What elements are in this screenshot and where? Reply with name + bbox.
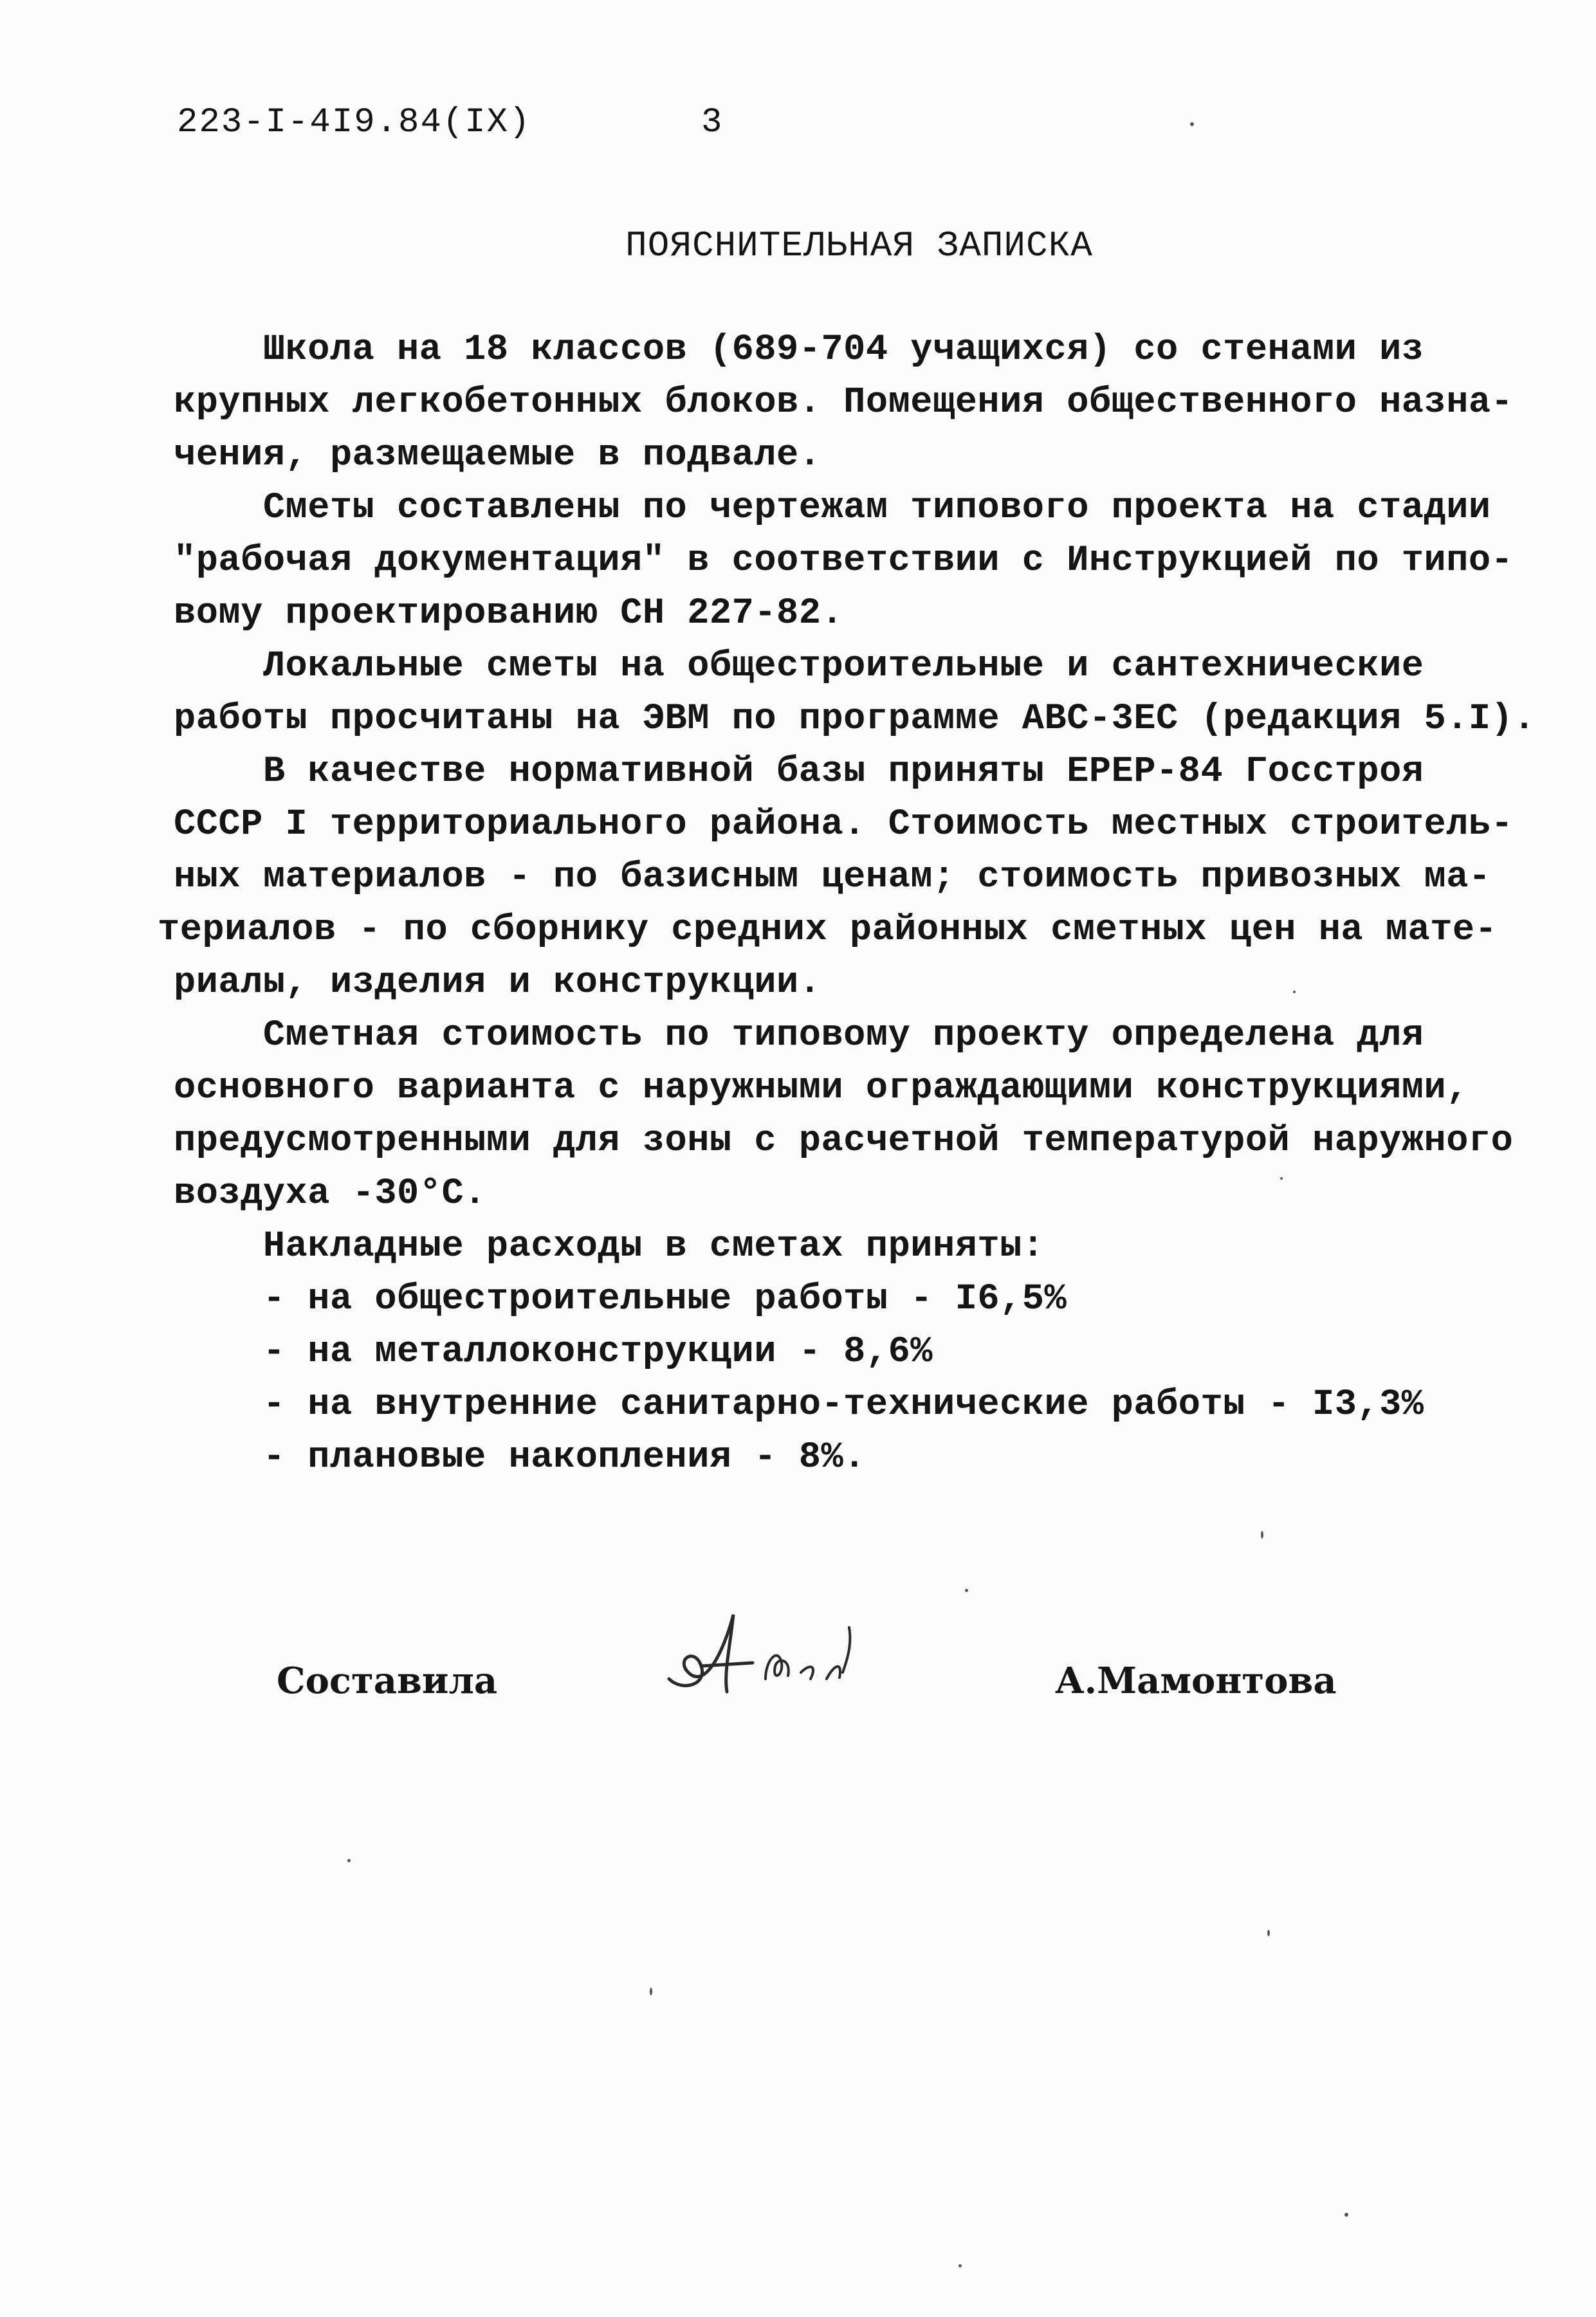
scan-speck [1267,1930,1270,1936]
signature-image [656,1602,888,1711]
scan-speck [959,2264,962,2267]
body-line: СССР I территориального района. Стоимость местных строитель- [174,804,1514,845]
scan-speck [965,1589,968,1592]
body-line: - плановые накопления - 8%. [174,1437,866,1478]
body-line: воздуха -30°С. [174,1173,486,1214]
scan-speck [1261,1531,1263,1539]
scan-speck [1280,1177,1283,1180]
body-line: - на общестроительные работы - I6,5% [174,1279,1067,1320]
body-line: работы просчитаны на ЭВМ по программе АВС-3ЕС (редакция 5.I). [174,699,1536,740]
scan-speck [1293,991,1296,993]
document-code: 223-I-4I9.84(IX) [177,103,531,142]
scan-speck [650,1988,652,1995]
scan-speck [1190,122,1194,126]
body-line: основного варианта с наружными ограждающими конструкциями, [174,1068,1469,1109]
body-line: чения, размещаемые в подвале. [174,435,821,476]
body-line: крупных легкобетонных блоков. Помещения общественного назна- [174,382,1514,423]
body-line: риалы, изделия и конструкции. [174,962,821,1003]
body-line: Накладные расходы в сметах приняты: [174,1226,1045,1267]
body-line: Школа на 18 классов (689-704 учащихся) со стенами из [174,329,1424,371]
compiled-by-label: Составила [277,1660,498,1702]
body-line: Сметная стоимость по типовому проекту определена для [174,1015,1424,1056]
scan-speck [1344,2213,1348,2217]
body-line: - на внутренние санитарно-технические работы - I3,3% [174,1384,1424,1425]
body-line: - на металлоконструкции - 8,6% [174,1332,933,1373]
body-line: териалов - по сборнику средних районных сметных цен на мате- [158,910,1498,951]
body-line: Сметы составлены по чертежам типового проекта на стадии [174,488,1491,529]
body-line: ных материалов - по базисным ценам; стоимость привозных ма- [174,857,1491,898]
compiler-name: А.Мамонтова [1055,1660,1337,1702]
body-line: Локальные сметы на общестроительные и сантехнические [174,646,1424,687]
body-line: В качестве нормативной базы приняты ЕРЕР-84 Госстроя [174,751,1424,792]
body-line: "рабочая документация" в соответствии с Инструкцией по типо- [174,540,1514,582]
body-line: предусмотренными для зоны с расчетной температурой наружного [174,1121,1514,1162]
page-title: ПОЯСНИТЕЛЬНАЯ ЗАПИСКА [625,225,1093,266]
scan-speck [347,1859,351,1862]
body-line: вому проектированию СН 227-82. [174,593,844,634]
page-number: 3 [701,103,722,142]
